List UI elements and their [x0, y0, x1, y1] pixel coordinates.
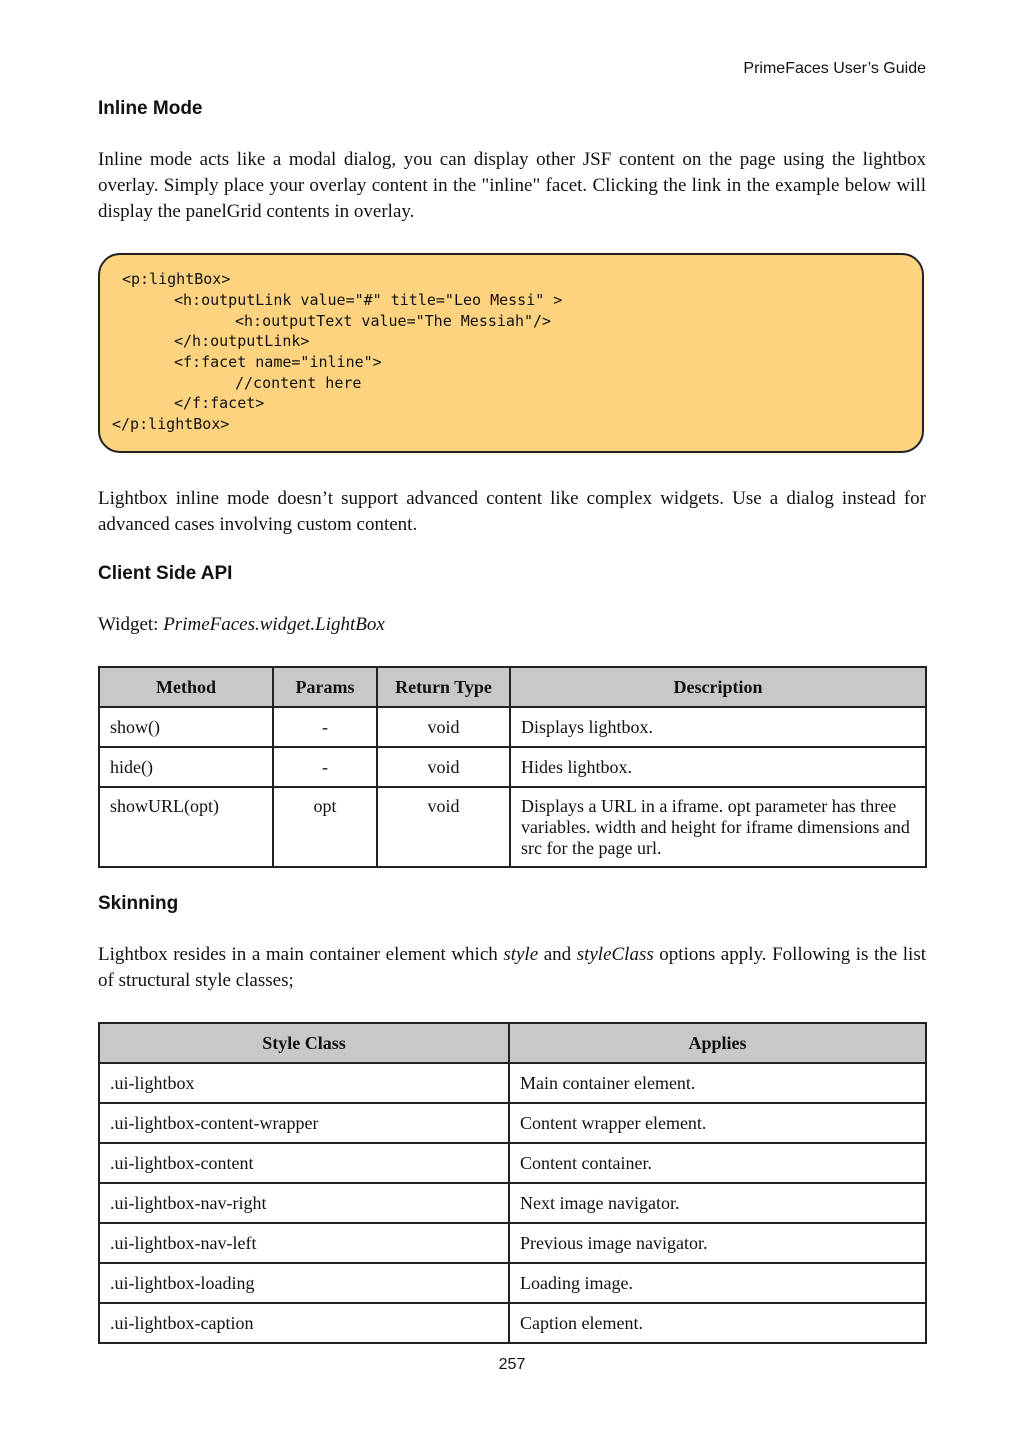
style-class-cell: .ui-lightbox-nav-right — [99, 1183, 509, 1223]
table-row — [99, 707, 926, 747]
style-class-cell: .ui-lightbox-content-wrapper — [99, 1103, 509, 1143]
applies-cell: Main container element. — [509, 1063, 926, 1103]
section-title-skinning: Skinning — [98, 893, 179, 914]
applies-cell: Loading image. — [509, 1263, 926, 1303]
widget-name: PrimeFaces.widget.LightBox — [163, 614, 385, 635]
table-row — [99, 1303, 926, 1343]
header-cell: Applies — [509, 1023, 926, 1063]
widget-line — [98, 612, 926, 638]
table-row — [99, 1103, 926, 1143]
skinning-text: and — [538, 944, 577, 965]
params-cell: - — [273, 707, 377, 747]
skinning-text: options apply. Following is the list of structural style classes; — [98, 944, 926, 991]
skinning-paragraph — [98, 942, 926, 994]
header-cell: Style Class — [99, 1023, 509, 1063]
applies-cell: Previous image navigator. — [509, 1223, 926, 1263]
applies-cell: Caption element. — [509, 1303, 926, 1343]
table-row — [99, 1063, 926, 1103]
running-header: PrimeFaces User’s Guide — [743, 60, 926, 77]
return-type-cell: void — [377, 747, 510, 787]
page-number: 257 — [498, 1356, 526, 1373]
return-type-cell: void — [377, 707, 510, 747]
style-class-cell: .ui-lightbox-caption — [99, 1303, 509, 1343]
header-cell: Return Type — [377, 667, 510, 707]
style-class-cell: .ui-lightbox-content — [99, 1143, 509, 1183]
header-cell: Description — [510, 667, 926, 707]
style-class-table — [98, 1022, 927, 1344]
description-cell: Displays a URL in a iframe. opt parameter has three variables. width and height for iframe dimensions and src for the page url. — [510, 787, 926, 867]
table-row — [99, 1223, 926, 1263]
code-line: </f:facet> — [174, 394, 265, 412]
code-example-box — [98, 253, 924, 453]
section-title-inline-mode: Inline Mode — [98, 98, 203, 119]
params-cell: opt — [273, 787, 377, 867]
skinning-text: Lightbox resides in a main container element which — [98, 944, 504, 965]
code-line: <h:outputLink value="#" title="Leo Messi" > — [174, 291, 563, 309]
table-row — [99, 747, 926, 787]
return-type-cell: void — [377, 787, 510, 867]
client-api-table — [98, 666, 927, 868]
method-cell: hide() — [99, 747, 273, 787]
table-row — [99, 1183, 926, 1223]
code-line: <p:lightBox> — [122, 270, 231, 288]
table-header-row — [99, 667, 926, 707]
params-cell: - — [273, 747, 377, 787]
method-cell: showURL(opt) — [99, 787, 273, 867]
style-class-cell: .ui-lightbox — [99, 1063, 509, 1103]
widget-label: Widget: — [98, 614, 164, 635]
applies-cell: Next image navigator. — [509, 1183, 926, 1223]
table-header-row — [99, 1023, 926, 1063]
inline-note-paragraph: Lightbox inline mode doesn’t support advanced content like complex widgets. Use a dialog instead for advanced cases involving custom content. — [98, 488, 926, 535]
method-cell: show() — [99, 707, 273, 747]
header-cell: Params — [273, 667, 377, 707]
style-class-cell: .ui-lightbox-nav-left — [99, 1223, 509, 1263]
style-option: style — [503, 944, 539, 965]
table-row — [99, 787, 926, 867]
section-title-client-side-api: Client Side API — [98, 563, 233, 584]
style-class-cell: .ui-lightbox-loading — [99, 1263, 509, 1303]
code-line: </p:lightBox> — [112, 415, 230, 433]
code-line: //content here — [235, 374, 362, 392]
code-line: <h:outputText value="The Messiah"/> — [235, 312, 552, 330]
applies-cell: Content container. — [509, 1143, 926, 1183]
header-cell: Method — [99, 667, 273, 707]
table-row — [99, 1143, 926, 1183]
code-line: <f:facet name="inline"> — [174, 353, 382, 371]
description-cell: Hides lightbox. — [510, 747, 926, 787]
applies-cell: Content wrapper element. — [509, 1103, 926, 1143]
inline-intro-paragraph: Inline mode acts like a modal dialog, you can display other JSF content on the page using the lightbox overlay. Simply place your overlay content in the "inline" facet. Clicking the link in the example below will display the panelGrid contents in overlay. — [98, 149, 926, 222]
table-row — [99, 1263, 926, 1303]
description-cell: Displays lightbox. — [510, 707, 926, 747]
styleclass-option: styleClass — [576, 944, 654, 965]
code-line: </h:outputLink> — [174, 332, 310, 350]
